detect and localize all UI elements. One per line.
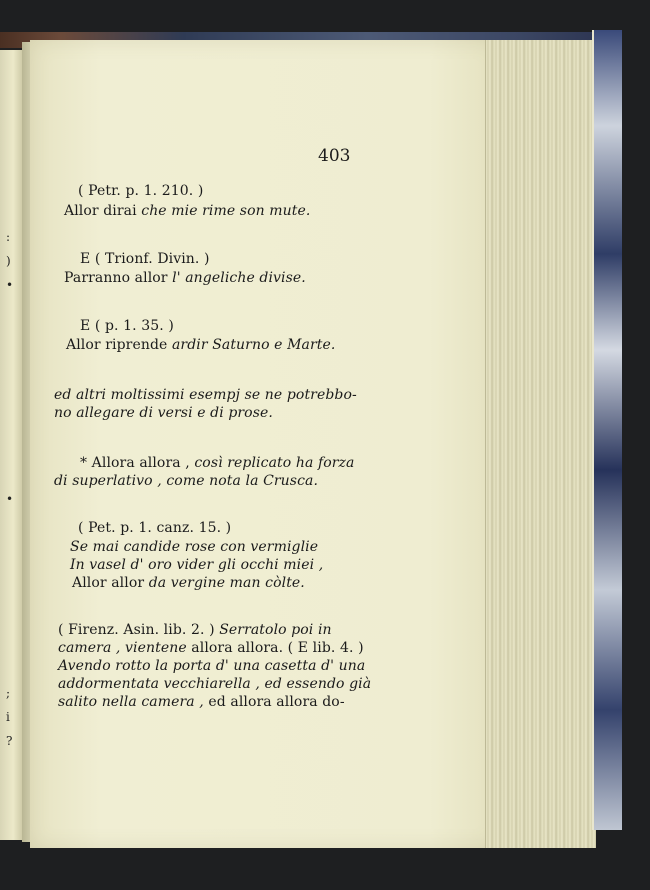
text-line: [70, 557, 323, 573]
left-mark: •: [6, 492, 14, 506]
text-line: [70, 539, 318, 555]
line-part-italic: l' angeliche divise.: [172, 270, 306, 286]
line-part-italic: salito nella camera ,: [58, 694, 209, 710]
left-mark: ): [6, 254, 11, 268]
text-line: [78, 520, 231, 536]
line-part-italic: così replicato ha forza: [194, 455, 355, 471]
line-part: * Allora allora ,: [80, 455, 195, 471]
line-part: ( Firenz. Asin. lib. 2. ): [58, 622, 220, 638]
left-mark: •: [6, 278, 14, 292]
line-part-italic: camera , vientene: [58, 640, 192, 656]
text-line: [54, 387, 357, 403]
left-mark: :: [6, 230, 11, 244]
line-part: ed allora allora do-: [208, 694, 345, 710]
text-line: [64, 203, 310, 219]
text-line: [80, 251, 210, 267]
text-line: [54, 405, 273, 421]
text-line: [58, 640, 364, 656]
line-part-italic: da vergine man còlte.: [148, 575, 305, 591]
text-line: [72, 575, 305, 591]
line-part: Allor allor: [72, 575, 149, 591]
line-part-italic: ardir Saturno e Marte.: [171, 337, 336, 353]
text-line: [64, 270, 306, 286]
text-line: [58, 622, 332, 638]
right-page: [30, 40, 500, 848]
text-line: [54, 473, 318, 489]
line-part: Parranno allor: [64, 270, 173, 286]
line-part-italic: ed altri moltissimi esempj se ne potrebbo-: [54, 387, 357, 403]
text-line: [58, 676, 371, 692]
page-edges-stack: [485, 40, 596, 848]
text-line: [80, 318, 174, 334]
line-part-italic: addormentata vecchiarella , ed essendo già: [58, 676, 372, 692]
marbled-cover-edge: [592, 30, 622, 830]
line-part: ( Pet. p. 1. canz. 15. ): [78, 520, 232, 536]
left-page-marks: [6, 230, 13, 758]
text-line: [58, 694, 345, 710]
line-part: Allor riprende: [66, 337, 172, 353]
text-line: [78, 183, 203, 199]
text-line: [80, 455, 354, 471]
line-part-italic: Serratolo poi in: [219, 622, 332, 638]
left-mark: ;: [6, 686, 11, 700]
line-part-italic: Se mai candide rose con vermiglie: [70, 539, 319, 555]
line-part: E ( Trionf. Divin. ): [80, 251, 210, 267]
line-part-italic: che mie rime son mute.: [141, 203, 311, 219]
line-part: allora allora. ( E lib. 4. ): [191, 640, 364, 656]
left-mark: i: [6, 710, 10, 724]
text-line: [66, 337, 335, 353]
left-mark: ?: [6, 734, 13, 748]
line-part-italic: Avendo rotto la porta d' una casetta d' una: [58, 658, 366, 674]
line-part: E ( p. 1. 35. ): [80, 318, 174, 334]
line-part-italic: di superlativo , come nota la Crusca.: [54, 473, 319, 489]
line-part: Allor dirai: [64, 203, 142, 219]
line-part-italic: In vasel d' oro vider gli occhi miei ,: [70, 557, 324, 573]
left-page-edge: [0, 50, 23, 840]
text-line: [58, 658, 365, 674]
page-number: 403: [318, 146, 351, 166]
line-part: ( Petr. p. 1. 210. ): [78, 183, 204, 199]
line-part-italic: no allegare di versi e di prose.: [54, 405, 273, 421]
